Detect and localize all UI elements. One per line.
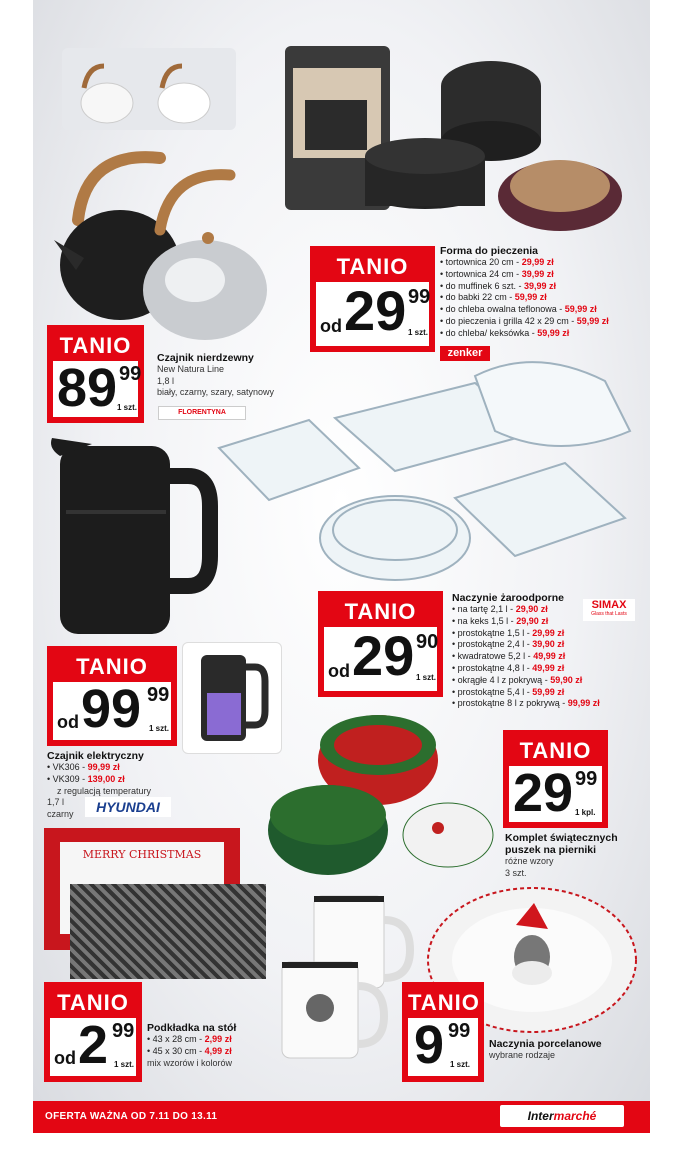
logo-part-1: Inter — [527, 1109, 554, 1123]
price-od: od — [57, 712, 79, 732]
price-unit: 1 szt. — [114, 1060, 135, 1069]
price-od: od — [54, 1048, 76, 1068]
brand-name: HYUNDAI — [96, 799, 160, 815]
price-main: 29 — [344, 279, 407, 342]
variant-name: • okrągłe 4 l z pokrywą - — [452, 674, 551, 685]
product-line: 1,8 l — [157, 375, 175, 386]
variant-price: 39,99 zł — [521, 268, 554, 279]
electric-kettle-thumbnail — [182, 642, 282, 754]
product-line: biały, czarny, szary, satynowy — [157, 387, 275, 397]
product-title: Naczynie żaroodporne — [452, 592, 565, 604]
variant-item — [452, 687, 652, 699]
price-main: 99 — [81, 679, 142, 739]
bakeware-image — [285, 46, 645, 236]
electric-kettle-image — [50, 436, 220, 641]
variant-name: • na tartę 2,1 l - — [452, 604, 516, 614]
variant-name: • VK309 - — [47, 773, 88, 784]
variant-item — [440, 257, 645, 269]
variant-price: 59,90 zł — [550, 674, 583, 685]
variant-price: 59,99 zł — [514, 292, 547, 303]
variant-list — [440, 257, 645, 340]
price-badge: TANIO — [408, 990, 480, 1015]
price-cents: 99 — [119, 363, 142, 385]
price-badge: TANIO — [336, 254, 409, 279]
variant-price: 139,00 zł — [87, 773, 125, 784]
placemat-price-tag — [44, 982, 142, 1082]
variant-price: 99,99 zł — [567, 698, 600, 709]
variant-item — [440, 292, 645, 304]
variant-name: • do pieczenia i grilla 42 x 29 cm - — [440, 315, 577, 326]
price-badge: TANIO — [76, 654, 148, 679]
variant-price: 39,90 zł — [532, 639, 565, 650]
price-unit: 1 szt. — [408, 328, 429, 337]
variant-name: • do muffinek 6 szt. - — [440, 280, 525, 291]
variant-name: • prostokątne 5,4 l - — [452, 686, 533, 697]
brand-tagline: Glass that Lasts — [591, 611, 627, 617]
variant-price: 59,99 zł — [564, 304, 597, 315]
product-line: czarny — [47, 808, 74, 819]
placemat-print-text: MERRY CHRISTMAS — [82, 848, 202, 861]
product-line: 3 szt. — [505, 867, 527, 878]
variant-price: 99,99 zł — [87, 762, 120, 772]
brand-name: FLORENTYNA — [178, 409, 226, 416]
price-unit: 1 szt. — [149, 724, 170, 733]
price-badge: TANIO — [59, 333, 132, 358]
variant-item — [452, 628, 652, 640]
price-cents: 99 — [575, 768, 598, 790]
variant-name: • prostokątne 8 l z pokrywą - — [452, 698, 568, 709]
variant-price: 4,99 zł — [204, 1045, 232, 1056]
price-badge: TANIO — [344, 599, 417, 624]
variant-name: • prostokątne 1,5 l - — [452, 627, 533, 638]
variant-list — [147, 1034, 287, 1058]
product-title: Podkładka na stół — [147, 1022, 237, 1034]
electric-kettle-price-tag — [47, 646, 177, 746]
price-cents: 99 — [147, 684, 170, 706]
variant-price: 59,99 zł — [532, 686, 565, 697]
variant-item — [440, 269, 645, 281]
variant-name: • do chleba/ keksówka - — [440, 327, 538, 338]
price-main: 29 — [352, 624, 415, 687]
variant-name: • 45 x 30 cm - — [147, 1045, 205, 1056]
kettle-image — [40, 140, 280, 345]
logo-part-2: marché — [553, 1109, 597, 1123]
variant-price: 49,99 zł — [533, 651, 566, 662]
offer-validity: OFERTA WAŻNA OD 7.11 DO 13.11 — [45, 1111, 218, 1122]
price-main: 9 — [414, 1015, 445, 1075]
variant-name: • tortownica 20 cm - — [440, 257, 522, 267]
variant-item — [452, 651, 652, 663]
variant-name: • VK306 - — [47, 762, 88, 772]
porcelain-price-tag — [402, 982, 484, 1082]
glassware-price-tag — [318, 591, 443, 697]
variant-item — [440, 316, 645, 328]
tins-price-tag — [503, 730, 608, 828]
price-cents: 90 — [416, 631, 439, 653]
variant-price: 49,99 zł — [532, 662, 565, 673]
product-line: 1,7 l — [47, 797, 65, 808]
tins-info — [505, 832, 645, 879]
hyundai-logo — [85, 797, 171, 817]
variant-price: 59,99 zł — [576, 315, 609, 326]
product-title: Forma do pieczenia — [440, 245, 539, 257]
price-unit: 1 szt. — [117, 403, 138, 412]
variant-price: 29,90 zł — [516, 615, 549, 626]
kettle-price-tag — [47, 325, 144, 423]
variant-price: 29,99 zł — [532, 627, 565, 638]
variant-item — [147, 1034, 287, 1046]
product-line: z regulacją temperatury — [57, 785, 152, 796]
product-title: Czajnik elektryczny — [47, 750, 144, 762]
glassware-image — [215, 358, 645, 588]
variant-item — [452, 639, 652, 651]
variant-name: • prostokątne 4,8 l - — [452, 662, 533, 673]
bakeware-info — [440, 245, 645, 340]
kettle-thumbnail — [62, 48, 236, 130]
price-badge: TANIO — [519, 738, 592, 763]
product-line: różne wzory — [505, 856, 554, 866]
brand-name: zenker — [447, 347, 483, 359]
variant-item — [452, 663, 652, 675]
variant-item — [440, 328, 645, 340]
variant-price: 59,99 zł — [537, 327, 570, 338]
price-main: 2 — [78, 1015, 109, 1075]
product-title: Naczynia porcelanowe — [489, 1038, 602, 1050]
brand-name: SIMAX — [591, 599, 627, 611]
variant-item — [452, 675, 652, 687]
simax-logo — [583, 599, 635, 621]
electric-kettle-thumbnail-image — [183, 643, 281, 753]
kettle-thumbnail-image — [62, 48, 236, 130]
price-main: 29 — [513, 763, 574, 823]
intermarche-logo[interactable] — [500, 1105, 624, 1127]
placemat-info — [147, 1022, 287, 1069]
price-unit: 1 szt. — [450, 1060, 471, 1069]
price-badge: TANIO — [57, 990, 129, 1015]
variant-price: 29,99 zł — [521, 257, 554, 267]
black-placemat-image — [70, 884, 266, 979]
product-line: New Natura Line — [157, 364, 225, 374]
price-unit: 1 kpl. — [575, 808, 596, 817]
variant-item — [440, 281, 645, 293]
price-cents: 99 — [408, 286, 431, 308]
footer-bar — [33, 1101, 650, 1133]
product-title: Komplet świątecznych — [505, 832, 618, 844]
variant-item — [47, 774, 187, 786]
porcelain-info — [489, 1038, 639, 1062]
variant-name: • na keks 1,5 l - — [452, 615, 517, 626]
price-cents: 99 — [112, 1020, 135, 1042]
price-unit: 1 szt. — [416, 673, 437, 682]
variant-name: • tortownica 24 cm - — [440, 268, 522, 279]
variant-price: 2,99 zł — [204, 1034, 232, 1044]
variant-price: 39,99 zł — [524, 280, 557, 291]
variant-item — [47, 762, 187, 774]
variant-name: • 43 x 28 cm - — [147, 1034, 205, 1044]
variant-name: • do babki 22 cm - — [440, 292, 515, 303]
product-title: Czajnik nierdzewny — [157, 352, 254, 364]
variant-price: 29,90 zł — [515, 604, 548, 614]
bakeware-price-tag — [310, 246, 435, 352]
product-title: puszek na pierniki — [505, 844, 597, 856]
variant-item — [147, 1046, 287, 1058]
tins-image — [268, 700, 503, 890]
price-od: od — [328, 661, 350, 681]
price-cents: 99 — [448, 1020, 471, 1042]
variant-list — [47, 762, 187, 786]
variant-item — [440, 304, 645, 316]
variant-name: • do chleba owalna teflonowa - — [440, 304, 565, 315]
price-od: od — [320, 316, 342, 336]
variant-name: • prostokątne 2,4 l - — [452, 639, 533, 650]
product-line: wybrane rodzaje — [489, 1050, 556, 1060]
variant-name: • kwadratowe 5,2 l - — [452, 651, 534, 662]
price-main: 89 — [57, 358, 118, 418]
product-line: mix wzorów i kolorów — [147, 1057, 233, 1068]
